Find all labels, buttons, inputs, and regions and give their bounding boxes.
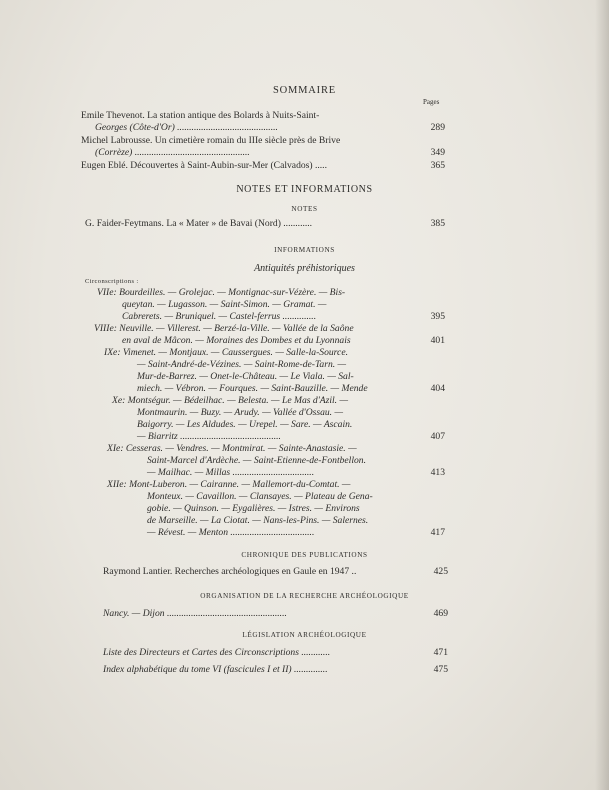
chronique-title: CHRONIQUE DES PUBLICATIONS — [241, 551, 368, 559]
notes-entry-page: 385 — [430, 218, 445, 229]
circ-line-6: IXe: Vimenet. — Montjaux. — Caussergues. — Salle-la-Source. — [104, 347, 348, 358]
circ-line-21: — Révest. — Menton ................................... — [147, 527, 315, 538]
organisation-title: ORGANISATION DE LA RECHERCHE ARCHÉOLOGIQUE — [200, 592, 409, 600]
circ-line-20: de Marseille. — La Ciotat. — Nans-les-Pins. — Salernes. — [147, 515, 369, 526]
sommaire-entry-1-line2: Georges (Côte-d'Or) .......................................... — [95, 122, 278, 133]
organisation-entry: Nancy. — Dijon .................................................. — [103, 608, 287, 619]
circ-line-5-page: 401 — [430, 335, 445, 346]
circ-line-21-page: 417 — [430, 527, 445, 538]
sommaire-title: SOMMAIRE — [273, 85, 336, 96]
circ-line-4: VIIIe: Neuville. — Villerest. — Berzé-la-Ville. — Vallée de la Saône — [94, 323, 354, 334]
sommaire-entry-1-page: 289 — [430, 122, 445, 133]
informations-label: INFORMATIONS — [274, 246, 335, 254]
circ-line-13: — Biarritz .......................................... — [137, 431, 281, 442]
circ-line-2: queytan. — Lugasson. — Saint-Simon. — Gramat. — — [122, 299, 327, 310]
circ-line-16-page: 413 — [430, 467, 445, 478]
legislation-entry-1: Liste des Directeurs et Cartes des Circonscriptions ............ — [103, 647, 331, 658]
circ-line-3: Cabrerets. — Bruniquel. — Castel-ferrus .............. — [122, 311, 317, 322]
sommaire-entry-2-line2: (Corrèze) ................................................ — [95, 147, 250, 158]
circ-line-11: Montmaurin. — Buzy. — Arudy. — Vallée d'Ossau. — — [137, 407, 344, 418]
sommaire-entry-3-page: 365 — [430, 160, 445, 171]
notes-entry: G. Faider-Feytmans. La « Mater » de Bavai (Nord) ............ — [85, 218, 313, 229]
circ-line-16: — Mailhac. — Millas .................................. — [147, 467, 315, 478]
circ-line-13-page: 407 — [430, 431, 445, 442]
circ-line-15: Saint-Marcel d'Ardèche. — Saint-Etienne-de-Fontbellon. — [147, 455, 367, 466]
circ-line-14: XIe: Cesseras. — Vendres. — Montmirat. — Sainte-Anastasie. — — [107, 443, 357, 454]
circ-line-9: miech. — Vébron. — Fourques. — Saint-Bauzille. — Mende — [137, 383, 368, 394]
circ-line-17: XIIe: Mont-Luberon. — Cairanne. — Mallemort-du-Comtat. — — [107, 479, 351, 490]
sommaire-entry-3: Eugen Eblé. Découvertes à Saint-Aubin-sur-Mer (Calvados) ..... — [81, 160, 327, 171]
legislation-title: LÉGISLATION ARCHÉOLOGIQUE — [242, 631, 367, 639]
circ-line-1: VIIe: Bourdeilles. — Grolejac. — Montignac-sur-Vézère. — Bis- — [97, 287, 346, 298]
circ-line-7: — Saint-André-de-Vézines. — Saint-Rome-de-Tarn. — — [137, 359, 347, 370]
circ-line-19: gobie. — Quinson. — Eygalières. — Istres. — Environs — [147, 503, 360, 514]
legislation-entry-1-page: 471 — [433, 647, 448, 658]
sommaire-entry-2-line1: Michel Labrousse. Un cimetière romain du IIIe siècle près de Brive — [81, 135, 341, 146]
chronique-entry-page: 425 — [433, 566, 448, 577]
circ-line-18: Monteux. — Cavaillon. — Clansayes. — Plateau de Gena- — [147, 491, 373, 502]
sommaire-entry-1-line1: Emile Thevenot. La station antique des Bolards à Nuits-Saint- — [81, 110, 320, 121]
sommaire-entry-2-page: 349 — [430, 147, 445, 158]
prehistoric-title: Antiquités préhistoriques — [254, 263, 355, 274]
notes-label: NOTES — [291, 205, 318, 213]
legislation-entry-2: Index alphabétique du tome VI (fascicules I et II) .............. — [103, 664, 328, 675]
pages-label: Pages — [423, 98, 440, 106]
organisation-entry-page: 469 — [433, 608, 448, 619]
circ-line-9-page: 404 — [430, 383, 445, 394]
circ-line-10: Xe: Montségur. — Bédeilhac. — Belesta. — Le Mas d'Azil. — — [112, 395, 349, 406]
chronique-entry: Raymond Lantier. Recherches archéologiques en Gaule en 1947 .. — [103, 566, 357, 577]
circ-line-5: en aval de Mâcon. — Moraines des Dombes et du Lyonnais — [122, 335, 351, 346]
circ-line-8: Mur-de-Barrez. — Onet-le-Château. — Le Viala. — Sal- — [137, 371, 354, 382]
legislation-entry-2-page: 475 — [433, 664, 448, 675]
notes-informations-title: NOTES ET INFORMATIONS — [236, 184, 373, 195]
circ-line-12: Baigorry. — Les Aldudes. — Urepel. — Sare. — Ascain. — [137, 419, 353, 430]
circ-line-3-page: 395 — [430, 311, 445, 322]
circonscriptions-label: Circonscriptions : — [85, 278, 139, 285]
